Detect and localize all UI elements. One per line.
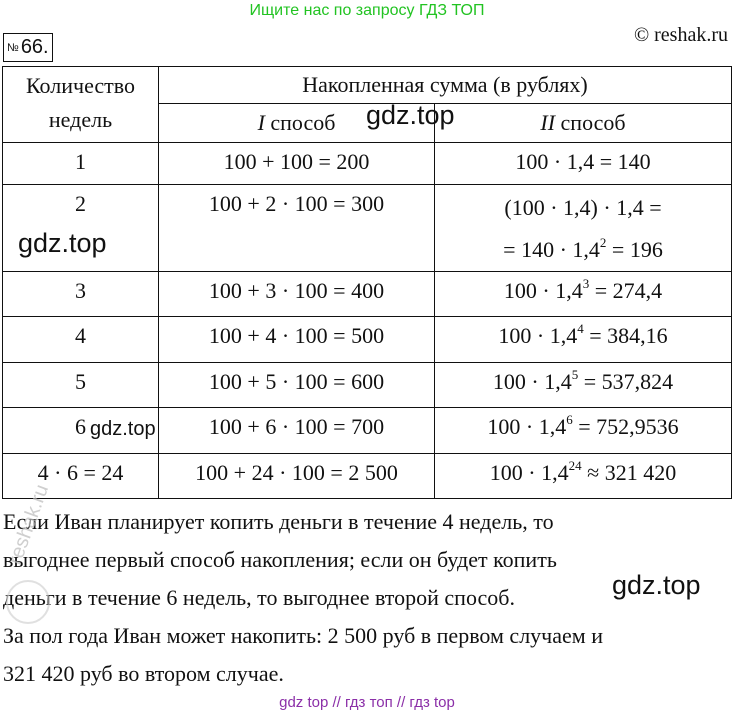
answer-line: 321 420 руб во втором случае.	[3, 661, 284, 686]
method-2-cell	[435, 454, 732, 499]
method-1-cell: 100 + 4 · 100 = 500	[159, 317, 435, 363]
m2-post: = 196	[606, 237, 663, 262]
method-2-cell	[435, 317, 732, 363]
m2-pre: 100 · 1,4	[498, 323, 578, 348]
method-2-cell: 100 · 1,4 = 140	[435, 143, 732, 185]
m2-post: = 384,16	[583, 323, 668, 348]
m2-post: = 752,9536	[572, 414, 679, 439]
header-method-2	[435, 104, 732, 143]
method-1-cell: 100 + 2 · 100 = 300	[159, 185, 435, 272]
m2-post: = 274,4	[589, 278, 663, 303]
side-watermark: reshak.ru	[4, 481, 54, 568]
watermark: gdz.top	[90, 418, 156, 440]
m2-post: = 537,824	[578, 369, 674, 394]
weeks-cell: 5	[3, 363, 159, 408]
method-1-word: способ	[270, 110, 336, 135]
header-sum: Накопленная сумма (в рублях)	[159, 67, 732, 104]
watermark: gdz.top	[366, 100, 455, 130]
m2-exp: 2	[599, 235, 607, 250]
answer-line: За пол года Иван может накопить: 2 500 руб в первом случаем и	[3, 623, 603, 648]
top-banner[interactable]: Ищите нас по запросу ГДЗ ТОП	[249, 2, 485, 19]
weeks-cell: 1	[3, 143, 159, 185]
method-1-roman: I	[257, 110, 265, 135]
answer-line: выгоднее первый способ накопления; если он будет копить	[3, 547, 557, 572]
answer-line: Если Иван планирует копить деньги в течение 4 недель, то	[3, 509, 554, 534]
table-row	[3, 363, 732, 408]
method-2-cell	[435, 363, 732, 408]
m2-pre: 100 · 1,4	[489, 460, 569, 485]
watermark: gdz.top	[612, 570, 701, 600]
m2-exp: 6	[566, 412, 573, 427]
method-1-cell: 100 + 3 · 100 = 400	[159, 272, 435, 317]
m2-exp: 24	[568, 458, 582, 473]
method-2-cell	[435, 408, 732, 454]
watermark: gdz.top	[18, 228, 107, 258]
m2-exp: 4	[577, 321, 584, 336]
method-2-roman: II	[540, 110, 556, 135]
method-2-word: способ	[560, 110, 626, 135]
copyright-circle-watermark	[6, 580, 50, 624]
weeks-cell: 6	[3, 408, 159, 454]
method-1-cell: 100 + 100 = 200	[159, 143, 435, 185]
header-weeks: Количество недель	[3, 67, 159, 143]
method-1-cell: 100 + 24 · 100 = 2 500	[159, 454, 435, 499]
footer-links[interactable]: gdz top // гдз топ // гдз top	[279, 694, 455, 711]
table-row	[3, 272, 732, 317]
copyright[interactable]: © reshak.ru	[633, 24, 728, 46]
problem-number	[3, 33, 53, 62]
table-row	[3, 143, 732, 185]
m2-post: ≈ 321 420	[581, 460, 677, 485]
method-1-cell: 100 + 5 · 100 = 600	[159, 363, 435, 408]
method-2-cell	[435, 185, 732, 272]
m2-pre: 100 · 1,4	[487, 414, 567, 439]
weeks-cell: 4	[3, 317, 159, 363]
weeks-cell: 2	[3, 185, 159, 272]
method-1-cell: 100 + 6 · 100 = 700	[159, 408, 435, 454]
number-sign: №	[7, 42, 19, 54]
table-row	[3, 185, 732, 272]
weeks-cell: 3	[3, 272, 159, 317]
method-2-line-2	[435, 229, 731, 271]
problem-number-value: 66.	[20, 36, 49, 58]
method-2-cell	[435, 272, 732, 317]
m2-pre: 100 · 1,4	[492, 369, 572, 394]
method-2-line-1: (100 · 1,4) · 1,4 =	[504, 195, 662, 220]
table-row	[3, 454, 732, 499]
weeks-cell: 4 · 6 = 24	[3, 454, 159, 499]
m2-exp: 3	[582, 276, 590, 291]
m2-exp: 5	[571, 367, 579, 382]
answer-line: деньги в течение 6 недель, то выгоднее второй способ.	[3, 585, 515, 610]
table-row	[3, 317, 732, 363]
m2-pre: 100 · 1,4	[503, 278, 583, 303]
m2-pre: = 140 · 1,4	[503, 237, 600, 262]
